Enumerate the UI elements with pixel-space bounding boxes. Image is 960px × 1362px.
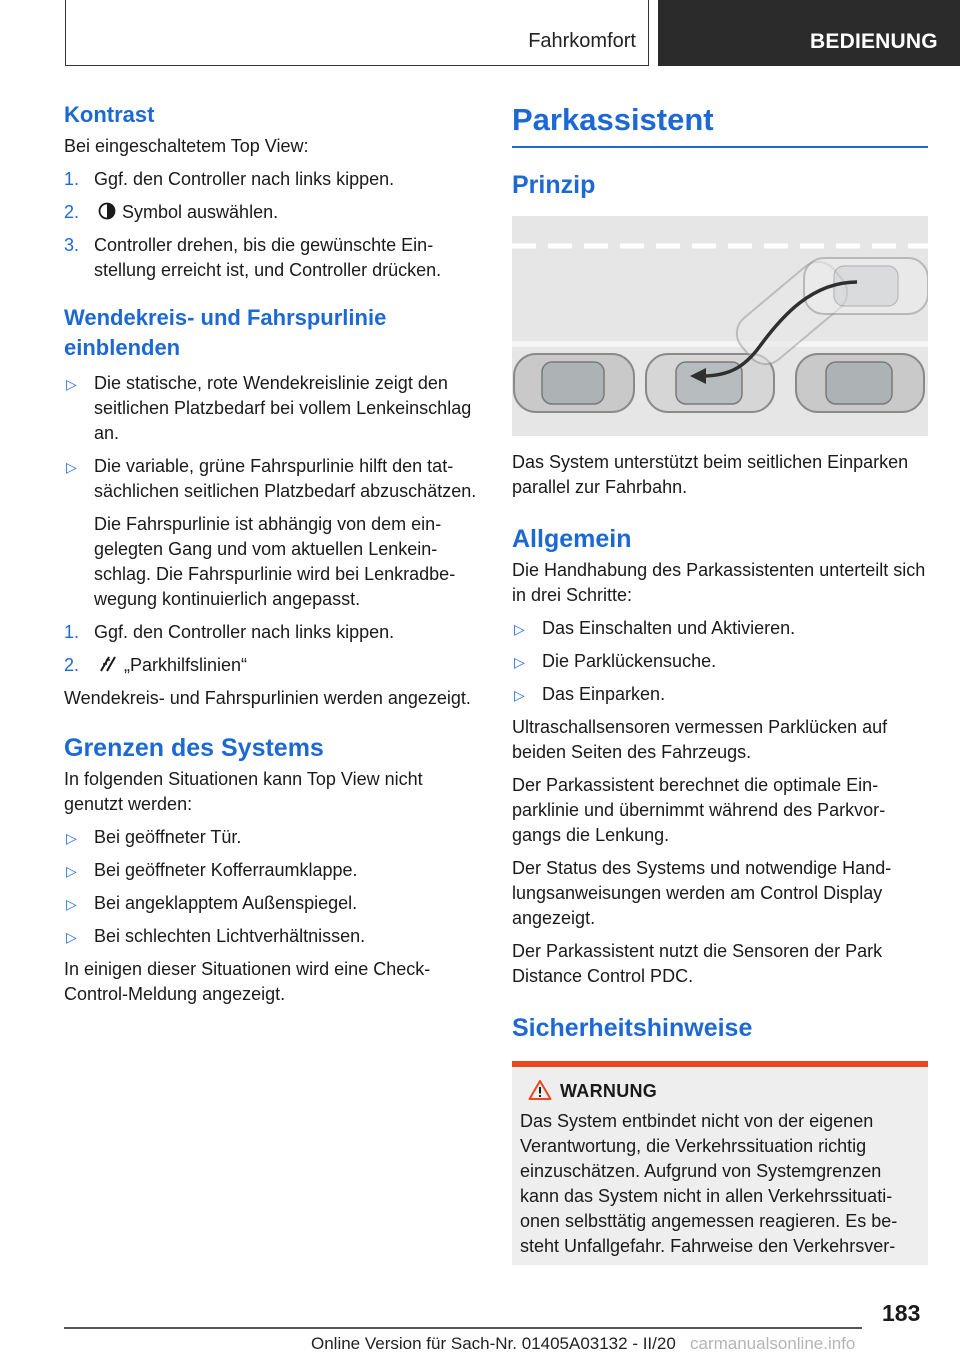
- list-item: ▷ Die variable, grüne Fahrspurlinie hilft den tatsächlichen seitlichen Platzbedarf abzuschätzen.: [66, 456, 477, 501]
- parking-diagram-svg: [512, 216, 928, 436]
- wendekreis-result: Wendekreis- und Fahrspurlinien werden angezeigt.: [64, 688, 471, 708]
- prinzip-heading: Prinzip: [512, 171, 596, 199]
- list-item: 1. Ggf. den Controller nach links kippen.: [64, 622, 395, 642]
- bullet-triangle-icon: ▷: [66, 929, 77, 945]
- footer-text: Online Version für Sach-Nr. 01405A03132 - II/20: [311, 1334, 676, 1353]
- list-item: ▷ Das Einparken.: [512, 682, 928, 707]
- parked-car-right: [796, 354, 924, 412]
- header-chapter-tab: [658, 0, 960, 66]
- footer-divider: [64, 1327, 862, 1329]
- parked-car-left: [514, 354, 634, 412]
- bullet-note: Die Fahrspurlinie ist abhängig von dem eingelegten Gang und vom aktuellen Lenkeinschlag. Die Fahrspurlinie wird bei Lenkradbewegung kontinuierlich angepasst.: [94, 514, 456, 609]
- parking-illustration: [512, 216, 928, 436]
- page-number: 183: [882, 1300, 921, 1326]
- wendekreis-heading: Wendekreis- und Fahrspurlinie einblenden: [64, 305, 387, 360]
- kontrast-intro: Bei eingeschaltetem Top View:: [64, 136, 309, 156]
- parking-lines-icon: [98, 653, 118, 673]
- list-item: ▷ Bei geöffneter Tür.: [64, 825, 482, 850]
- footer-watermark: carmanualsonline.info: [690, 1334, 856, 1353]
- kontrast-heading: Kontrast: [64, 102, 155, 127]
- warning-box: [512, 1067, 928, 1265]
- list-item: ▷ Das Einschalten und Aktivieren.: [512, 616, 928, 641]
- bullet-triangle-icon: ▷: [66, 376, 77, 392]
- header-section-label: Fahrkomfort: [528, 30, 636, 52]
- left-column: [64, 100, 482, 1007]
- list-item: 3. Controller drehen, bis die gewünschte Einstellung erreicht ist, und Controller drücken.: [64, 235, 442, 280]
- list-item: 2. Symbol auswählen.: [64, 202, 279, 222]
- grenzen-heading: Grenzen des Systems: [64, 734, 324, 762]
- allgemein-heading: Allgemein: [512, 525, 632, 553]
- bullet-triangle-icon: ▷: [514, 621, 525, 637]
- bullet-triangle-icon: ▷: [514, 687, 525, 703]
- bullet-triangle-icon: ▷: [66, 896, 77, 912]
- sicherheit-heading: Sicherheitshinweise: [512, 1014, 753, 1042]
- list-item: ▷ Bei angeklapptem Außenspiegel.: [64, 891, 482, 916]
- list-item: 2. „Parkhilfslinien“: [64, 655, 248, 675]
- page-title: Parkassistent: [512, 100, 928, 148]
- warning-triangle-icon: [528, 1079, 552, 1101]
- list-item: ▷ Die statische, rote Wendekreislinie zeigt den seitlichen Platzbedarf bei vollem Lenkeinschlag an.: [66, 373, 472, 443]
- grenzen-outro: In einigen dieser Situationen wird eine Check-Control-Meldung angezeigt.: [64, 959, 431, 1004]
- right-column: [512, 100, 928, 1265]
- grenzen-intro: In folgenden Situationen kann Top View nicht genutzt werden:: [64, 769, 423, 814]
- bullet-triangle-icon: ▷: [514, 654, 525, 670]
- header-chapter-label: BEDIENUNG: [810, 30, 938, 53]
- list-item: 1. Ggf. den Controller nach links kippen.: [64, 169, 395, 189]
- warning-text: Das System entbindet nicht von der eigenen Verantwortung, die Verkehrssituation richtig einzuschätzen. Aufgrund von Systemgrenzen kann das System nicht in allen Verkehrssituationen selbsttätig angemessen reagieren. Es besteht Unfallgefahr. Fahrweise den Verkehrsver-: [520, 1111, 898, 1256]
- allgemein-paragraph: Der Parkassistent nutzt die Sensoren der Park Distance Control PDC.: [512, 941, 883, 986]
- contrast-icon: [98, 202, 116, 220]
- warning-heading: WARNUNG: [520, 1077, 920, 1105]
- bullet-triangle-icon: ▷: [66, 863, 77, 879]
- list-item: ▷ Die Parklückensuche.: [512, 649, 928, 674]
- list-item: ▷ Bei schlechten Lichtverhältnissen.: [64, 924, 482, 949]
- allgemein-paragraph: Der Parkassistent berechnet die optimale Einparklinie und übernimmt während des Parkvorgangs die Lenkung.: [512, 775, 886, 845]
- allgemein-intro: Die Handhabung des Parkassistenten unterteilt sich in drei Schritte:: [512, 560, 926, 605]
- allgemein-paragraph: Der Status des Systems und notwendige Handlungsanweisungen werden am Control Display angezeigt.: [512, 858, 892, 928]
- target-car: [646, 354, 774, 412]
- prinzip-caption: Das System unterstützt beim seitlichen Einparken parallel zur Fahrbahn.: [512, 452, 909, 497]
- list-item: ▷ Bei geöffneter Kofferraumklappe.: [64, 858, 482, 883]
- header-section-tab: [65, 0, 649, 66]
- allgemein-paragraph: Ultraschallsensoren vermessen Parklücken auf beiden Seiten des Fahrzeugs.: [512, 717, 888, 762]
- page-header: [0, 0, 960, 66]
- bullet-triangle-icon: ▷: [66, 459, 77, 475]
- ghost-car-road: [804, 258, 928, 314]
- bullet-triangle-icon: ▷: [66, 830, 77, 846]
